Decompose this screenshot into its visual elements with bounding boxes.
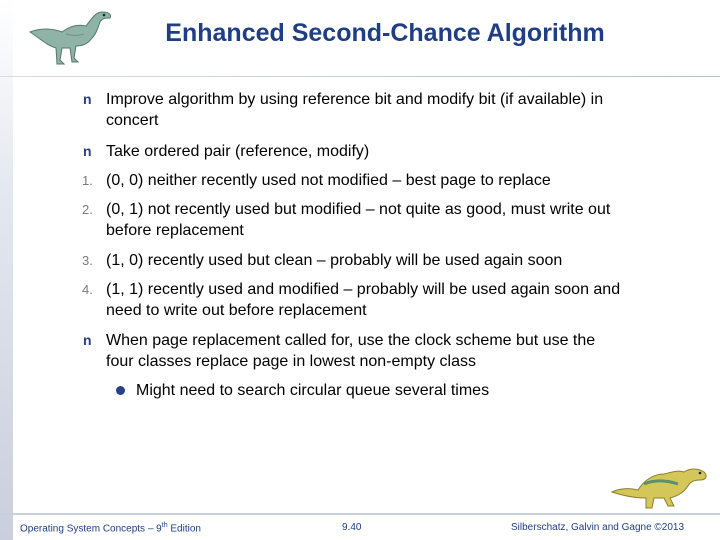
numbered-item-text: (0, 1) not recently used but modified – not quite as good, must write out before replacement [106,201,611,239]
sub-bullet-dot [116,386,125,395]
bullet-text: Take ordered pair (reference, modify) [106,143,370,160]
bullet-marker: n [83,332,92,348]
bullet-text: When page replacement called for, use the clock scheme but use the four classes replace page in lowest non-empty class [106,332,596,370]
bullet-marker: n [83,91,92,107]
footer-page-number: 9.40 [342,522,362,533]
side-strip [0,0,13,540]
list-number: 4. [82,282,93,297]
bullet-text: Improve algorithm by using reference bit and modify bit (if available) in concert [106,91,604,129]
numbered-item-text: (1, 1) recently used and modified – probably will be used again soon and need to write out before replacement [106,281,621,319]
title-divider [0,76,720,77]
bullet-marker: n [83,143,92,159]
numbered-item-text: (0, 0) neither recently used not modified – best page to replace [106,172,551,189]
list-number: 2. [82,202,93,217]
dinosaur-icon [608,462,718,512]
sub-bullet-text: Might need to search circular queue several times [136,382,490,399]
footer-book-title: Operating System Concepts – 9th Edition [20,522,201,535]
list-number: 3. [82,253,93,268]
list-number: 1. [82,173,93,188]
footer-copyright: Silberschatz, Galvin and Gagne ©2013 [511,522,685,533]
footer-divider [0,513,720,515]
numbered-item-text: (1, 0) recently used but clean – probably will be used again soon [106,252,563,269]
page-title: Enhanced Second-Chance Algorithm [165,19,605,47]
